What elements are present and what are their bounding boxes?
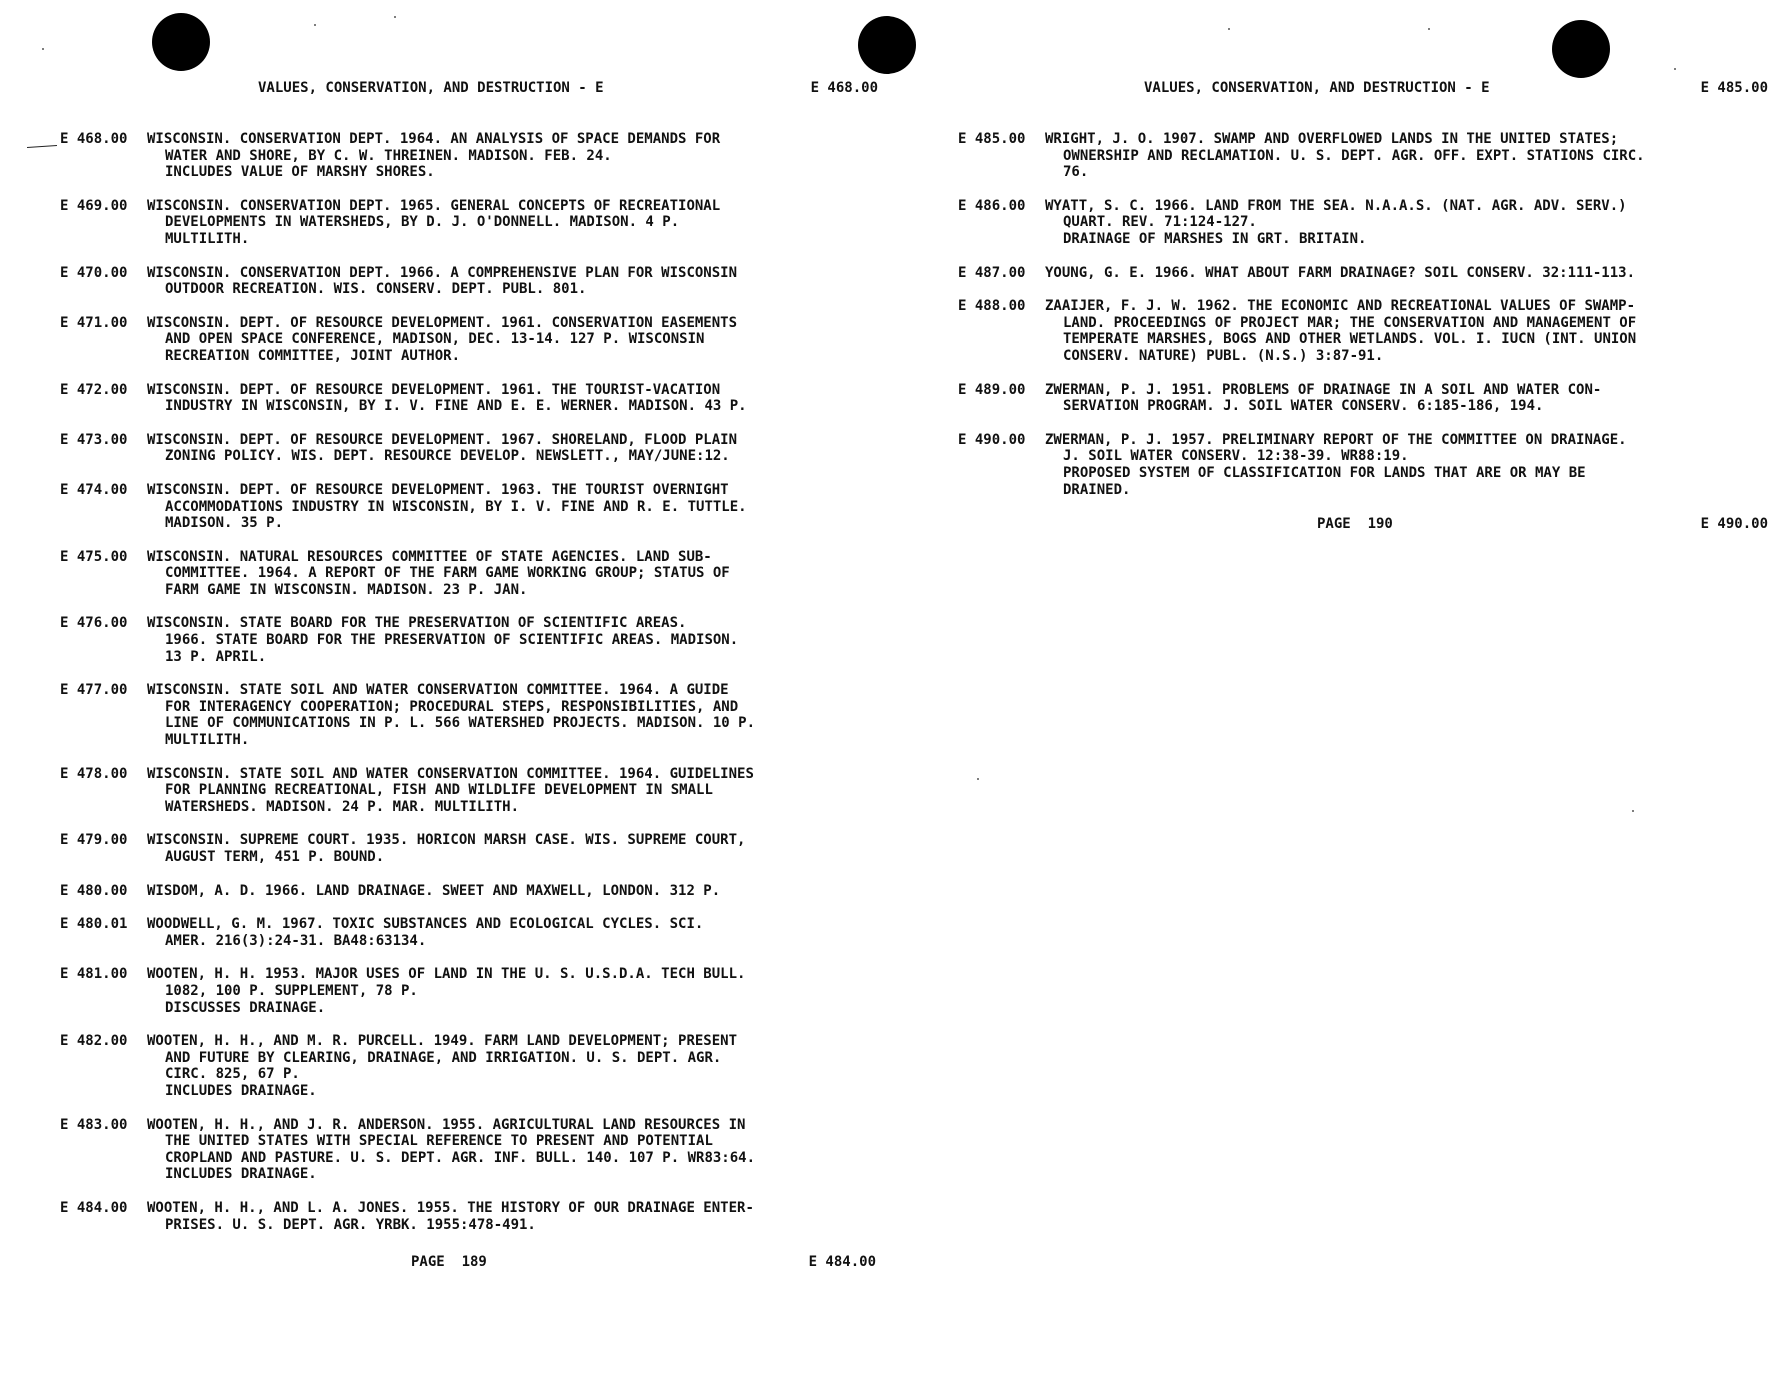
- entry-line: 76.: [1063, 164, 1089, 181]
- entry-line: FOR INTERAGENCY COOPERATION; PROCEDURAL STEPS, RESPONSIBILITIES, AND: [165, 698, 739, 715]
- entry-line: ZWERMAN, P. J. 1957. PRELIMINARY REPORT OF THE COMMITTEE ON DRAINAGE.: [1045, 431, 1627, 448]
- entry-line: WISCONSIN. DEPT. OF RESOURCE DEVELOPMENT. 1961. THE TOURIST-VACATION: [147, 381, 721, 398]
- entry-text: [1045, 131, 1768, 181]
- entry-line: OWNERSHIP AND RECLAMATION. U. S. DEPT. AGR. OFF. EXPT. STATIONS CIRC.: [1063, 147, 1645, 164]
- page-number: PAGE 190: [1317, 516, 1393, 532]
- entry-text: [147, 1117, 880, 1183]
- entry-line: MADISON. 35 P.: [165, 515, 284, 532]
- bibliography-entry: [60, 615, 880, 665]
- entry-text: [147, 432, 880, 465]
- entry-line: WYATT, S. C. 1966. LAND FROM THE SEA. N.A.A.S. (NAT. AGR. ADV. SERV.): [1045, 197, 1627, 214]
- entry-text: [1045, 382, 1768, 415]
- bibliography-entry: [60, 265, 880, 298]
- entry-number: E 476.00: [60, 615, 128, 632]
- entry-line: WOOTEN, H. H., AND L. A. JONES. 1955. THE HISTORY OF OUR DRAINAGE ENTER-: [147, 1199, 754, 1216]
- footer-ref: E 484.00: [808, 1254, 876, 1270]
- entry-number: E 469.00: [60, 197, 128, 214]
- bibliography-entry: [60, 131, 880, 181]
- entry-line: WOOTEN, H. H., AND J. R. ANDERSON. 1955. AGRICULTURAL LAND RESOURCES IN: [147, 1116, 746, 1133]
- entry-text: [147, 482, 880, 532]
- entry-line: WISCONSIN. CONSERVATION DEPT. 1964. AN ANALYSIS OF SPACE DEMANDS FOR: [147, 131, 721, 147]
- entry-line: OUTDOOR RECREATION. WIS. CONSERV. DEPT. PUBL. 801.: [165, 281, 587, 298]
- bibliography-entry: [958, 298, 1768, 364]
- entry-line: WISDOM, A. D. 1966. LAND DRAINAGE. SWEET AND MAXWELL, LONDON. 312 P.: [147, 882, 721, 899]
- bibliography-entry: [60, 966, 880, 1016]
- bibliography-entry: [958, 265, 1768, 282]
- entry-line: SERVATION PROGRAM. J. SOIL WATER CONSERV. 6:185-186, 194.: [1063, 398, 1544, 415]
- entry-line: J. SOIL WATER CONSERV. 12:38-39. WR88:19.: [1063, 448, 1409, 465]
- entry-number: E 481.00: [60, 966, 128, 983]
- entry-line: AMER. 216(3):24-31. BA48:63134.: [165, 932, 427, 949]
- entry-line: QUART. REV. 71:124-127.: [1063, 214, 1257, 231]
- entry-text: [147, 832, 880, 865]
- scan-speck: [314, 24, 316, 26]
- scan-speck: [977, 778, 979, 780]
- entry-line: WATERSHEDS. MADISON. 24 P. MAR. MULTILITH.: [165, 798, 520, 815]
- scan-speck: [42, 48, 44, 50]
- entry-number: E 482.00: [60, 1033, 128, 1050]
- scan-speck: [1428, 28, 1430, 30]
- page-footer: [60, 1254, 880, 1274]
- bibliography-entry: [60, 682, 880, 748]
- footer-ref: E 490.00: [1700, 516, 1768, 532]
- punch-hole: [152, 13, 210, 71]
- running-head-ref: E 485.00: [1700, 80, 1768, 96]
- entry-number: E 487.00: [958, 264, 1026, 281]
- entry-line: ZAAIJER, F. J. W. 1962. THE ECONOMIC AND RECREATIONAL VALUES OF SWAMP-: [1045, 298, 1636, 315]
- entry-line: INCLUDES VALUE OF MARSHY SHORES.: [165, 164, 435, 181]
- bibliography-entry: [958, 198, 1768, 248]
- entry-text: [147, 966, 880, 1016]
- entry-line: WISCONSIN. SUPREME COURT. 1935. HORICON MARSH CASE. WIS. SUPREME COURT,: [147, 832, 746, 849]
- entry-number: E 480.00: [60, 882, 128, 899]
- running-head: [958, 80, 1768, 100]
- bibliography-entry: [958, 382, 1768, 415]
- bibliography-entry: [60, 198, 880, 248]
- scan-speck: [1674, 68, 1676, 70]
- entry-text: [147, 198, 880, 248]
- entry-text: [1045, 265, 1768, 282]
- bibliography-entry: [958, 432, 1768, 498]
- scan-speck: [1228, 28, 1230, 30]
- entry-line: FOR PLANNING RECREATIONAL, FISH AND WILDLIFE DEVELOPMENT IN SMALL: [165, 782, 713, 799]
- entry-number: E 475.00: [60, 548, 128, 565]
- bibliography-entry: [60, 432, 880, 465]
- entry-line: CONSERV. NATURE) PUBL. (N.S.) 3:87-91.: [1063, 347, 1384, 364]
- entry-text: [147, 265, 880, 298]
- entry-line: WISCONSIN. CONSERVATION DEPT. 1965. GENERAL CONCEPTS OF RECREATIONAL: [147, 197, 721, 214]
- entry-text: [1045, 432, 1768, 498]
- entry-line: TEMPERATE MARSHES, BOGS AND OTHER WETLANDS. VOL. I. IUCN (INT. UNION: [1063, 331, 1637, 348]
- entry-number: E 484.00: [60, 1199, 128, 1216]
- entry-number: E 473.00: [60, 431, 128, 448]
- bibliography-entry: [60, 549, 880, 599]
- entry-number: E 479.00: [60, 832, 128, 849]
- entry-line: WISCONSIN. DEPT. OF RESOURCE DEVELOPMENT. 1963. THE TOURIST OVERNIGHT: [147, 481, 729, 498]
- entry-line: DISCUSSES DRAINAGE.: [165, 999, 326, 1016]
- entry-text: [147, 916, 880, 949]
- entry-text: [147, 615, 880, 665]
- entry-line: AND FUTURE BY CLEARING, DRAINAGE, AND IRRIGATION. U. S. DEPT. AGR.: [165, 1049, 722, 1066]
- entry-number: E 490.00: [958, 431, 1026, 448]
- running-head: [60, 80, 880, 100]
- entry-text: [1045, 198, 1768, 248]
- bibliography-entry: [60, 482, 880, 532]
- entry-line: DRAINED.: [1063, 481, 1131, 498]
- entry-line: PROPOSED SYSTEM OF CLASSIFICATION FOR LANDS THAT ARE OR MAY BE: [1063, 464, 1586, 481]
- entry-line: INDUSTRY IN WISCONSIN, BY I. V. FINE AND E. E. WERNER. MADISON. 43 P.: [165, 398, 747, 415]
- entry-number: E 483.00: [60, 1116, 128, 1133]
- entry-list: [958, 131, 1768, 515]
- punch-hole: [858, 16, 916, 74]
- entry-line: LAND. PROCEEDINGS OF PROJECT MAR; THE CONSERVATION AND MANAGEMENT OF: [1063, 314, 1637, 331]
- scan-speck: [1632, 810, 1634, 812]
- entry-line: WISCONSIN. STATE BOARD FOR THE PRESERVATION OF SCIENTIFIC AREAS.: [147, 615, 687, 632]
- entry-text: [1045, 298, 1768, 364]
- bibliography-entry: [60, 1117, 880, 1183]
- entry-list: [60, 131, 880, 1250]
- entry-line: WISCONSIN. STATE SOIL AND WATER CONSERVATION COMMITTEE. 1964. A GUIDE: [147, 682, 729, 699]
- entry-text: [147, 1200, 880, 1233]
- bibliography-entry: [60, 916, 880, 949]
- entry-line: FARM GAME IN WISCONSIN. MADISON. 23 P. JAN.: [165, 581, 528, 598]
- bibliography-entry: [60, 1033, 880, 1099]
- entry-line: WOOTEN, H. H. 1953. MAJOR USES OF LAND IN THE U. S. U.S.D.A. TECH BULL.: [147, 966, 746, 983]
- entry-line: WISCONSIN. CONSERVATION DEPT. 1966. A COMPREHENSIVE PLAN FOR WISCONSIN: [147, 264, 738, 281]
- entry-line: WISCONSIN. DEPT. OF RESOURCE DEVELOPMENT. 1967. SHORELAND, FLOOD PLAIN: [147, 431, 738, 448]
- entry-number: E 489.00: [958, 381, 1026, 398]
- running-head-title: VALUES, CONSERVATION, AND DESTRUCTION - E: [1144, 80, 1490, 96]
- entry-number: E 471.00: [60, 314, 128, 331]
- entry-line: WISCONSIN. NATURAL RESOURCES COMMITTEE OF STATE AGENCIES. LAND SUB-: [147, 548, 712, 565]
- entry-line: PRISES. U. S. DEPT. AGR. YRBK. 1955:478-491.: [165, 1216, 536, 1233]
- bibliography-entry: [60, 315, 880, 365]
- entry-number: E 468.00: [60, 131, 128, 147]
- entry-line: MULTILITH.: [165, 732, 250, 749]
- page-number: PAGE 189: [411, 1254, 487, 1270]
- entry-line: DEVELOPMENTS IN WATERSHEDS, BY D. J. O'DONNELL. MADISON. 4 P.: [165, 214, 680, 231]
- entry-line: INCLUDES DRAINAGE.: [165, 1166, 317, 1183]
- entry-number: E 480.01: [60, 916, 128, 933]
- entry-line: AND OPEN SPACE CONFERENCE, MADISON, DEC. 13-14. 127 P. WISCONSIN: [165, 331, 705, 348]
- entry-line: WISCONSIN. STATE SOIL AND WATER CONSERVATION COMMITTEE. 1964. GUIDELINES: [147, 765, 754, 782]
- entry-number: E 472.00: [60, 381, 128, 398]
- entry-line: DRAINAGE OF MARSHES IN GRT. BRITAIN.: [1063, 230, 1367, 247]
- bibliography-entry: [60, 1200, 880, 1233]
- entry-line: ZONING POLICY. WIS. DEPT. RESOURCE DEVELOP. NEWSLETT., MAY/JUNE:12.: [165, 448, 730, 465]
- entry-number: E 477.00: [60, 682, 128, 699]
- entry-line: WOODWELL, G. M. 1967. TOXIC SUBSTANCES AND ECOLOGICAL CYCLES. SCI.: [147, 916, 704, 933]
- entry-line: 1966. STATE BOARD FOR THE PRESERVATION OF SCIENTIFIC AREAS. MADISON.: [165, 632, 739, 649]
- entry-line: WOOTEN, H. H., AND M. R. PURCELL. 1949. FARM LAND DEVELOPMENT; PRESENT: [147, 1033, 738, 1050]
- entry-line: THE UNITED STATES WITH SPECIAL REFERENCE TO PRESENT AND POTENTIAL: [165, 1133, 713, 1150]
- entry-line: 13 P. APRIL.: [165, 648, 267, 665]
- entry-line: RECREATION COMMITTEE, JOINT AUTHOR.: [165, 347, 461, 364]
- entry-line: WISCONSIN. DEPT. OF RESOURCE DEVELOPMENT. 1961. CONSERVATION EASEMENTS: [147, 314, 738, 331]
- bibliography-entry: [60, 832, 880, 865]
- scan-speck: [394, 16, 396, 18]
- entry-line: YOUNG, G. E. 1966. WHAT ABOUT FARM DRAINAGE? SOIL CONSERV. 32:111-113.: [1045, 264, 1636, 281]
- entry-text: [147, 382, 880, 415]
- entry-text: [147, 1033, 880, 1099]
- bibliography-entry: [60, 883, 880, 900]
- entry-line: CIRC. 825, 67 P.: [165, 1066, 300, 1083]
- entry-text: [147, 682, 880, 748]
- entry-number: E 486.00: [958, 197, 1026, 214]
- entry-number: E 470.00: [60, 264, 128, 281]
- entry-text: [147, 315, 880, 365]
- entry-line: CROPLAND AND PASTURE. U. S. DEPT. AGR. INF. BULL. 140. 107 P. WR83:64.: [165, 1149, 756, 1166]
- entry-line: ACCOMMODATIONS INDUSTRY IN WISCONSIN, BY I. V. FINE AND R. E. TUTTLE.: [165, 498, 747, 515]
- bibliography-entry: [60, 766, 880, 816]
- entry-number: E 485.00: [958, 131, 1026, 147]
- bibliography-entry: [60, 382, 880, 415]
- entry-text: [147, 883, 880, 900]
- entry-line: 1082, 100 P. SUPPLEMENT, 78 P.: [165, 982, 418, 999]
- entry-line: COMMITTEE. 1964. A REPORT OF THE FARM GAME WORKING GROUP; STATUS OF: [165, 565, 730, 582]
- entry-number: E 474.00: [60, 481, 128, 498]
- bibliography-entry: [958, 131, 1768, 181]
- punch-hole: [1552, 20, 1610, 78]
- entry-number: E 478.00: [60, 765, 128, 782]
- entry-line: WATER AND SHORE, BY C. W. THREINEN. MADISON. FEB. 24.: [165, 147, 612, 164]
- page-footer: [958, 516, 1768, 536]
- entry-line: ZWERMAN, P. J. 1951. PROBLEMS OF DRAINAGE IN A SOIL AND WATER CON-: [1045, 381, 1602, 398]
- running-head-title: VALUES, CONSERVATION, AND DESTRUCTION - E: [258, 80, 604, 96]
- entry-text: [147, 766, 880, 816]
- entry-line: LINE OF COMMUNICATIONS IN P. L. 566 WATERSHED PROJECTS. MADISON. 10 P.: [165, 715, 756, 732]
- entry-line: WRIGHT, J. O. 1907. SWAMP AND OVERFLOWED LANDS IN THE UNITED STATES;: [1045, 131, 1619, 147]
- running-head-ref: E 468.00: [810, 80, 878, 96]
- entry-text: [147, 549, 880, 599]
- entry-text: [147, 131, 880, 181]
- entry-line: MULTILITH.: [165, 230, 250, 247]
- entry-line: INCLUDES DRAINAGE.: [165, 1082, 317, 1099]
- entry-number: E 488.00: [958, 298, 1026, 315]
- entry-line: AUGUST TERM, 451 P. BOUND.: [165, 849, 385, 865]
- margin-pen-mark: [27, 145, 57, 148]
